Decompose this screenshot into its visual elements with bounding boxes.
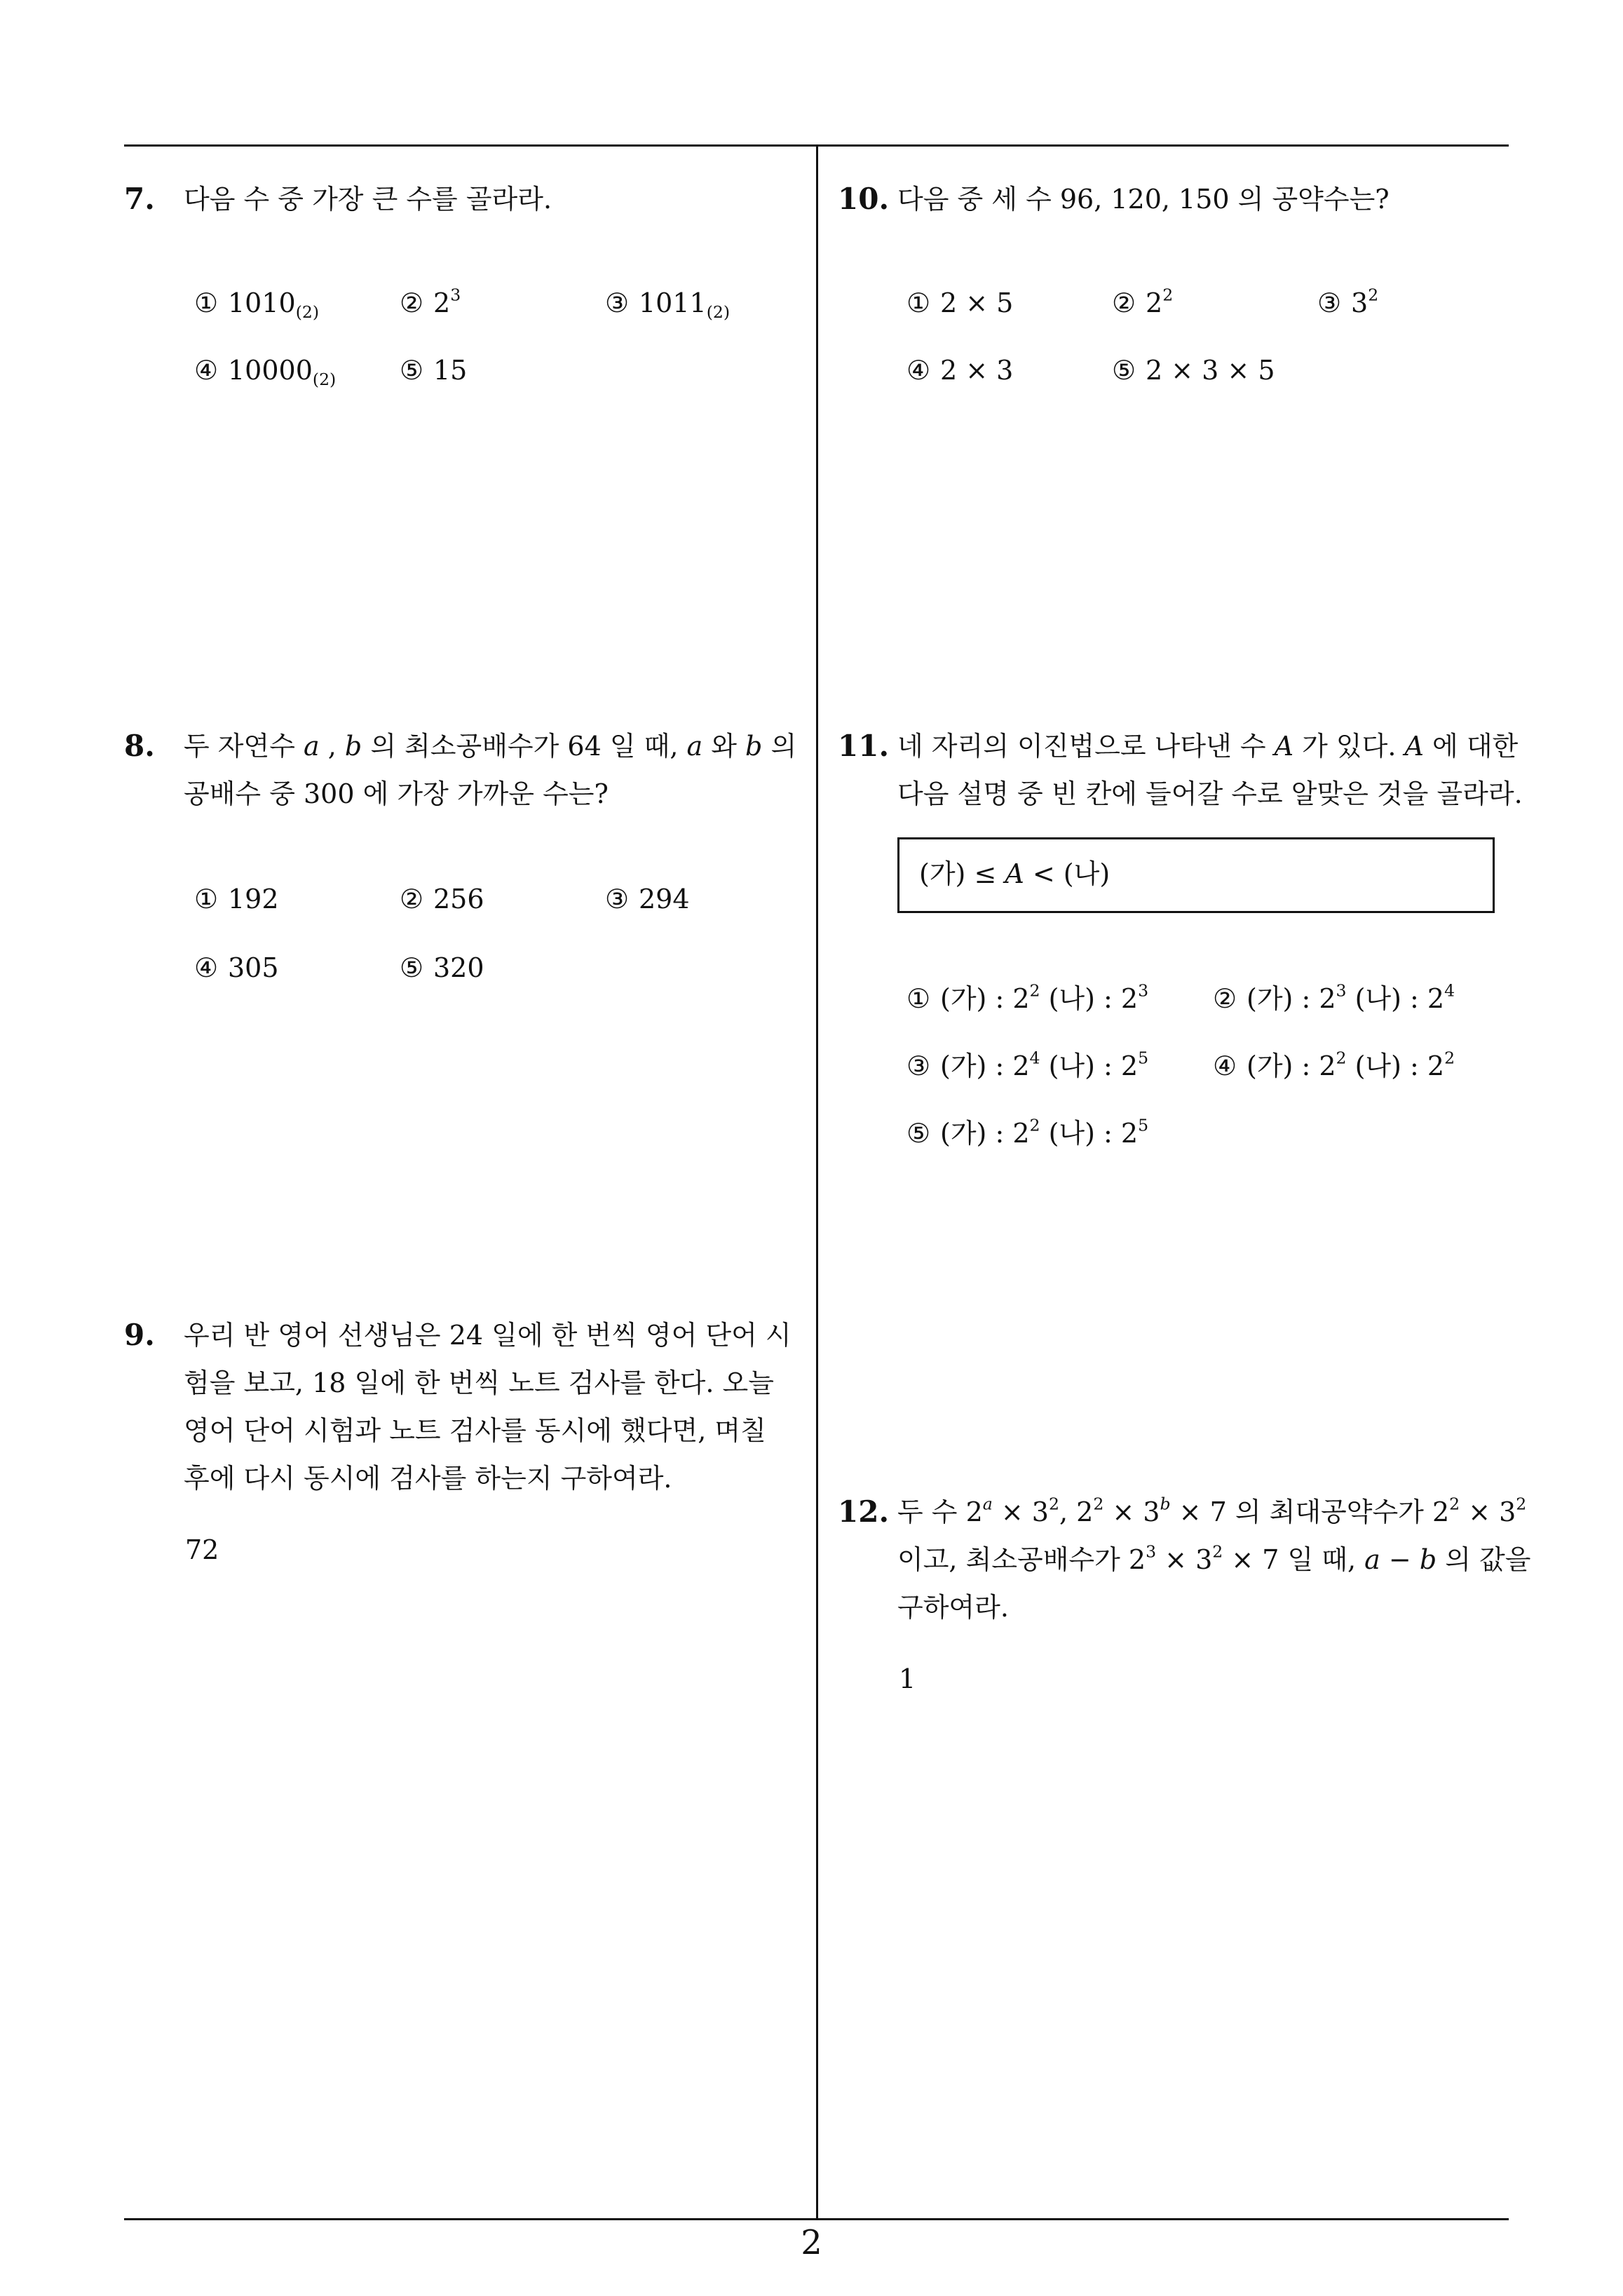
question-stem-line-2: 이고, 최소공배수가 $2^3 \times 3^2 \times 7$ 일 때, a − b 의 값을 — [897, 1541, 1531, 1575]
question-stem-line-1: 우리 반 영어 선생님은 24 일에 한 번씩 영어 단어 시 — [184, 1320, 792, 1351]
option-4[interactable]: ④ (가) : $2^2$ (나) : $2^2$ — [1213, 1048, 1455, 1081]
option-2[interactable]: ② $2^3$ — [400, 285, 461, 318]
question-9 — [124, 1311, 804, 1578]
option-3[interactable]: ③ $1011_{(2)}$ — [605, 288, 731, 323]
condition-box — [897, 837, 1495, 913]
option-3[interactable]: ③ $3^2$ — [1317, 285, 1379, 318]
question-10 — [838, 175, 1511, 400]
question-number: 11. — [838, 729, 890, 763]
question-number: 9. — [124, 1318, 155, 1352]
option-5[interactable]: ⑤ (가) : $2^2$ (나) : $2^5$ — [906, 1115, 1149, 1149]
question-stem-line-2: 공배수 중 300 에 가장 가까운 수는? — [184, 778, 609, 809]
question-11 — [838, 722, 1523, 835]
option-5[interactable]: ⑤ 320 — [400, 952, 484, 983]
question-stem-line-1: 두 자연수 a , b 의 최소공배수가 64 일 때, a 와 b 의 — [184, 731, 797, 762]
question-number: 7. — [124, 182, 155, 216]
option-1[interactable]: ① (가) : $2^2$ (나) : $2^3$ — [906, 980, 1149, 1014]
column-divider — [816, 144, 818, 2220]
question-stem-line-2: 다음 설명 중 빈 칸에 들어갈 수로 알맞은 것을 골라라. — [897, 778, 1523, 809]
option-4[interactable]: ④ $10000_{(2)}$ — [194, 355, 337, 390]
question-number: 10. — [838, 182, 890, 216]
answer: 72 — [185, 1534, 219, 1565]
option-3[interactable]: ③ 294 — [605, 884, 690, 914]
option-5[interactable]: ⑤ 2 × 3 × 5 — [1112, 355, 1275, 386]
question-stem-line-4: 후에 다시 동시에 검사를 하는지 구하여라. — [184, 1463, 672, 1494]
condition-text: (가) ≤ A < (나) — [919, 858, 1111, 889]
question-stem-line-2: 험을 보고, 18 일에 한 번씩 노트 검사를 한다. 오늘 — [184, 1368, 774, 1398]
question-stem-line-1: 두 수 $2^a \times 3^2$, $2^2 \times 3^b \times 7$ 의 최대공약수가 $2^2 \times 3^2$ — [897, 1494, 1527, 1527]
question-7 — [124, 175, 797, 400]
page-number: 2 — [801, 2223, 822, 2262]
question-stem: 다음 수 중 가장 큰 수를 골라라. — [184, 184, 552, 215]
question-stem: 다음 중 세 수 96, 120, 150 의 공약수는? — [897, 184, 1390, 215]
option-4[interactable]: ④ 305 — [194, 952, 279, 983]
question-12 — [838, 1488, 1531, 1720]
option-2[interactable]: ② $2^2$ — [1112, 285, 1174, 318]
option-1[interactable]: ① 2 × 5 — [906, 288, 1014, 318]
question-number: 12. — [838, 1494, 890, 1529]
answer: 1 — [899, 1663, 916, 1694]
option-3[interactable]: ③ (가) : $2^4$ (나) : $2^5$ — [906, 1048, 1149, 1081]
question-11-options — [838, 975, 1511, 1157]
question-stem-line-3: 영어 단어 시험과 노트 검사를 동시에 했다면, 며칠 — [184, 1415, 766, 1446]
option-4[interactable]: ④ 2 × 3 — [906, 355, 1014, 386]
option-1[interactable]: ① 192 — [194, 884, 279, 914]
option-1[interactable]: ① $1010_{(2)}$ — [194, 288, 320, 323]
option-5[interactable]: ⑤ 15 — [400, 355, 468, 386]
question-number: 8. — [124, 729, 155, 763]
question-stem-line-1: 네 자리의 이진법으로 나타낸 수 A 가 있다. A 에 대한 — [897, 731, 1519, 762]
bottom-rule — [124, 2218, 1509, 2220]
question-stem-line-3: 구하여라. — [897, 1592, 1009, 1623]
option-2[interactable]: ② 256 — [400, 884, 484, 914]
question-8 — [124, 722, 804, 1003]
option-2[interactable]: ② (가) : $2^3$ (나) : $2^4$ — [1213, 980, 1455, 1014]
